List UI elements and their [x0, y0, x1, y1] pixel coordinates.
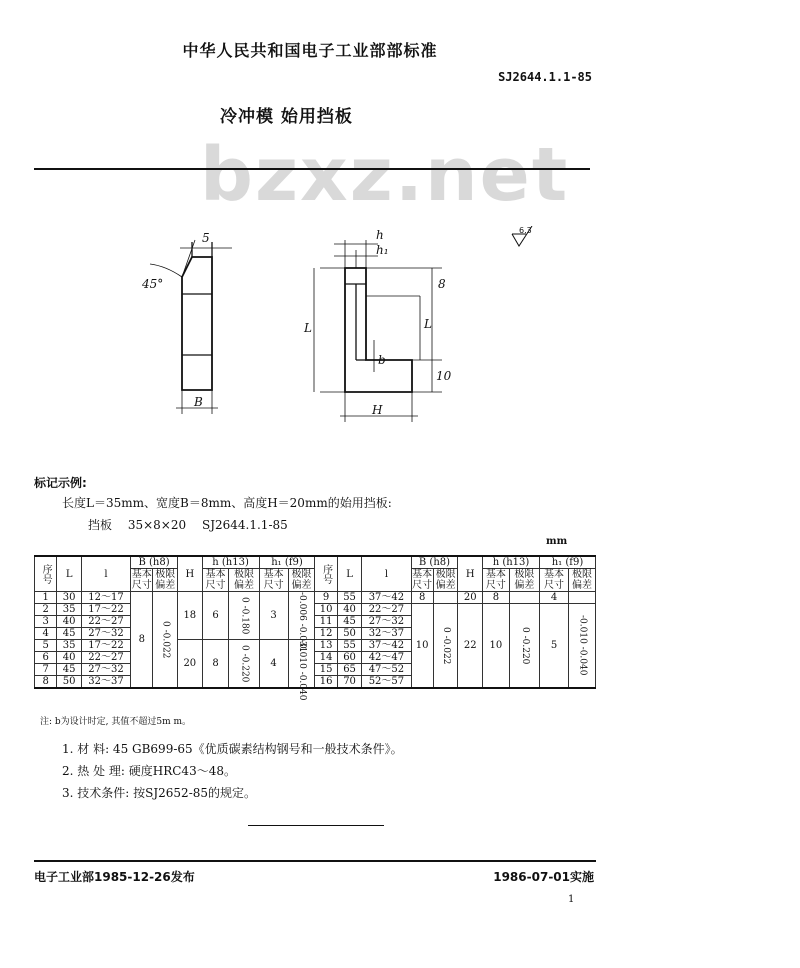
- cell-l: 32～37: [81, 676, 130, 689]
- requirement-heat-treatment: 2. 热 处 理: 硬度HRC43～48。: [62, 764, 236, 778]
- cell-seq: 14: [315, 652, 337, 664]
- cell-h1-basic: 4: [539, 592, 568, 604]
- cell-L: 40: [57, 616, 82, 628]
- example-code: SJ2644.1.1-85: [201, 518, 288, 532]
- dim-8: 8: [438, 277, 446, 291]
- cell-L: 55: [337, 592, 362, 604]
- dim-10: 10: [436, 369, 452, 383]
- cell-l: 27～32: [362, 616, 411, 628]
- cell-h1-basic: 5: [539, 604, 568, 689]
- cell-seq: 13: [315, 640, 337, 652]
- cell-H: 22: [458, 604, 483, 689]
- cell-B-limit: [433, 592, 458, 604]
- cell-H: 20: [178, 640, 203, 689]
- dim-b: b: [378, 353, 386, 367]
- cell-seq: 5: [35, 640, 57, 652]
- cell-seq: 8: [35, 676, 57, 689]
- watermark: bzxz.net: [200, 132, 570, 218]
- dim-H: H: [372, 403, 383, 417]
- cell-B-basic: 8: [411, 592, 433, 604]
- col-seq: 序号: [35, 556, 57, 592]
- cell-seq: 6: [35, 652, 57, 664]
- cell-L: 45: [57, 628, 82, 640]
- example-dimensions: 35×8×20: [127, 518, 187, 532]
- col-H: H: [458, 556, 483, 592]
- technical-drawing: [120, 222, 460, 427]
- cell-L: 55: [337, 640, 362, 652]
- cell-L: 50: [57, 676, 82, 689]
- cell-B-limit: 0 -0.022: [433, 604, 458, 689]
- footer-rule: [34, 860, 596, 862]
- cell-seq: 1: [35, 592, 57, 604]
- col-l: l: [81, 556, 130, 592]
- cell-l: 17～22: [81, 640, 130, 652]
- cell-seq: 9: [315, 592, 337, 604]
- roughness-value: 6.3: [519, 226, 532, 235]
- dimension-table: [34, 555, 596, 701]
- table-header-row: [35, 556, 596, 569]
- cell-h1-limit: -0.010 -0.040: [569, 604, 596, 689]
- col-limit: 极限偏差: [509, 569, 539, 592]
- cell-h-limit: 0 -0.180: [229, 592, 259, 640]
- col-basic: 基本尺寸: [259, 569, 288, 592]
- cell-L: 45: [57, 664, 82, 676]
- col-limit: 极限偏差: [229, 569, 259, 592]
- cell-h1-limit: [569, 592, 596, 604]
- cell-l: 37～42: [362, 592, 411, 604]
- col-B: B (h8): [131, 556, 178, 569]
- col-limit: 极限偏差: [288, 569, 315, 592]
- cell-L: 35: [57, 640, 82, 652]
- organization-title: 中华人民共和国电子工业部部标准: [182, 41, 438, 60]
- dim-h1: h₁: [376, 243, 389, 257]
- cell-l: 47～52: [362, 664, 411, 676]
- dim-5: 5: [202, 231, 210, 245]
- cell-L: 40: [57, 652, 82, 664]
- cell-L: 30: [57, 592, 82, 604]
- col-L: L: [57, 556, 82, 592]
- col-seq: 序号: [315, 556, 337, 592]
- cell-seq: 2: [35, 604, 57, 616]
- effective-date: 1986-07-01实施: [493, 870, 594, 884]
- col-h: h (h13): [202, 556, 259, 569]
- cell-L: 45: [337, 616, 362, 628]
- cell-l: 27～32: [81, 664, 130, 676]
- angle-45: 45°: [142, 277, 164, 291]
- col-limit: 极限偏差: [153, 569, 178, 592]
- cell-H: 18: [178, 592, 203, 640]
- cell-H: 20: [458, 592, 483, 604]
- cell-h-basic: 8: [483, 592, 510, 604]
- cell-h1-limit: -0.006 -0.031: [288, 592, 315, 640]
- cell-L: 70: [337, 676, 362, 689]
- cell-B-basic: 8: [131, 592, 153, 689]
- cell-L: 50: [337, 628, 362, 640]
- cell-h-limit: [509, 592, 539, 604]
- dim-B: B: [194, 395, 203, 409]
- dim-h: h: [376, 228, 384, 242]
- standard-code: SJ2644.1.1-85: [498, 70, 592, 84]
- col-h1: h₁ (f9): [259, 556, 315, 569]
- cell-l: 22～27: [362, 604, 411, 616]
- example-description: 长度L＝35mm、宽度B＝8mm、高度H＝20mm的始用挡板:: [62, 496, 392, 510]
- col-B: B (h8): [411, 556, 458, 569]
- cell-h1-basic: 4: [259, 640, 288, 689]
- front-view: [150, 240, 232, 414]
- cell-L: 40: [337, 604, 362, 616]
- dim-L-outer: L: [304, 321, 312, 335]
- cell-h1-limit: -0.010 -0.040: [288, 640, 315, 689]
- cell-seq: 3: [35, 616, 57, 628]
- col-limit: 极限偏差: [569, 569, 596, 592]
- header-rule: [34, 168, 590, 170]
- cell-seq: 16: [315, 676, 337, 689]
- table-row: [35, 604, 596, 616]
- cell-L: 35: [57, 604, 82, 616]
- col-h: h (h13): [483, 556, 540, 569]
- col-basic: 基本尺寸: [412, 569, 433, 591]
- example-heading: 标记示例:: [34, 476, 87, 490]
- cell-seq: 11: [315, 616, 337, 628]
- requirement-material: 1. 材 料: 45 GB699-65《优质碳素结构钢号和一般技术条件》。: [62, 742, 403, 756]
- cell-L: 60: [337, 652, 362, 664]
- col-limit: 极限偏差: [433, 569, 458, 592]
- cell-seq: 10: [315, 604, 337, 616]
- document-title: 冷冲模 始用挡板: [220, 107, 353, 127]
- cell-l: 22～27: [81, 652, 130, 664]
- unit-label: mm: [546, 536, 568, 547]
- col-H: H: [178, 556, 203, 592]
- cell-h1-basic: 3: [259, 592, 288, 640]
- cell-seq: 4: [35, 628, 57, 640]
- example-part-name: 挡板: [88, 518, 113, 532]
- page-number: 1: [568, 894, 575, 905]
- cell-B-limit: 0 -0.022: [153, 592, 178, 689]
- cell-h-basic: 10: [483, 604, 510, 689]
- col-h1: h₁ (f9): [539, 556, 595, 569]
- col-basic: 基本尺寸: [202, 569, 229, 592]
- dim-L-inner: L: [424, 317, 432, 331]
- col-basic: 基本尺寸: [483, 569, 510, 592]
- table-note: 注: b为设计时定, 其值不超过5m m。: [40, 717, 192, 727]
- col-basic: 基本尺寸: [131, 569, 152, 591]
- cell-h-limit: 0 -0.220: [509, 604, 539, 689]
- example-marking: [88, 516, 288, 533]
- requirements-list: [62, 738, 403, 804]
- cell-h-basic: 8: [202, 640, 229, 689]
- cell-h-basic: 6: [202, 592, 229, 640]
- cell-l: 37～42: [362, 640, 411, 652]
- cell-h-limit: 0 -0.220: [229, 640, 259, 689]
- issued-date: 电子工业部1985-12-26发布: [34, 870, 195, 884]
- col-L: L: [337, 556, 362, 592]
- table-row: [35, 592, 596, 604]
- side-view: [314, 240, 442, 422]
- cell-l: 52～57: [362, 676, 411, 689]
- cell-seq: 7: [35, 664, 57, 676]
- cell-seq: 12: [315, 628, 337, 640]
- end-rule: [248, 825, 384, 826]
- cell-B-basic: 10: [411, 604, 433, 689]
- cell-l: 42～47: [362, 652, 411, 664]
- cell-L: 65: [337, 664, 362, 676]
- cell-l: 17～22: [81, 604, 130, 616]
- col-l: l: [362, 556, 411, 592]
- col-basic: 基本尺寸: [539, 569, 568, 592]
- cell-l: 27～32: [81, 628, 130, 640]
- roughness-symbol: [510, 226, 542, 252]
- requirement-technical-conditions: 3. 技术条件: 按SJ2652-85的规定。: [62, 786, 257, 800]
- cell-seq: 15: [315, 664, 337, 676]
- cell-l: 22～27: [81, 616, 130, 628]
- cell-l: 32～37: [362, 628, 411, 640]
- cell-l: 12～17: [81, 592, 130, 604]
